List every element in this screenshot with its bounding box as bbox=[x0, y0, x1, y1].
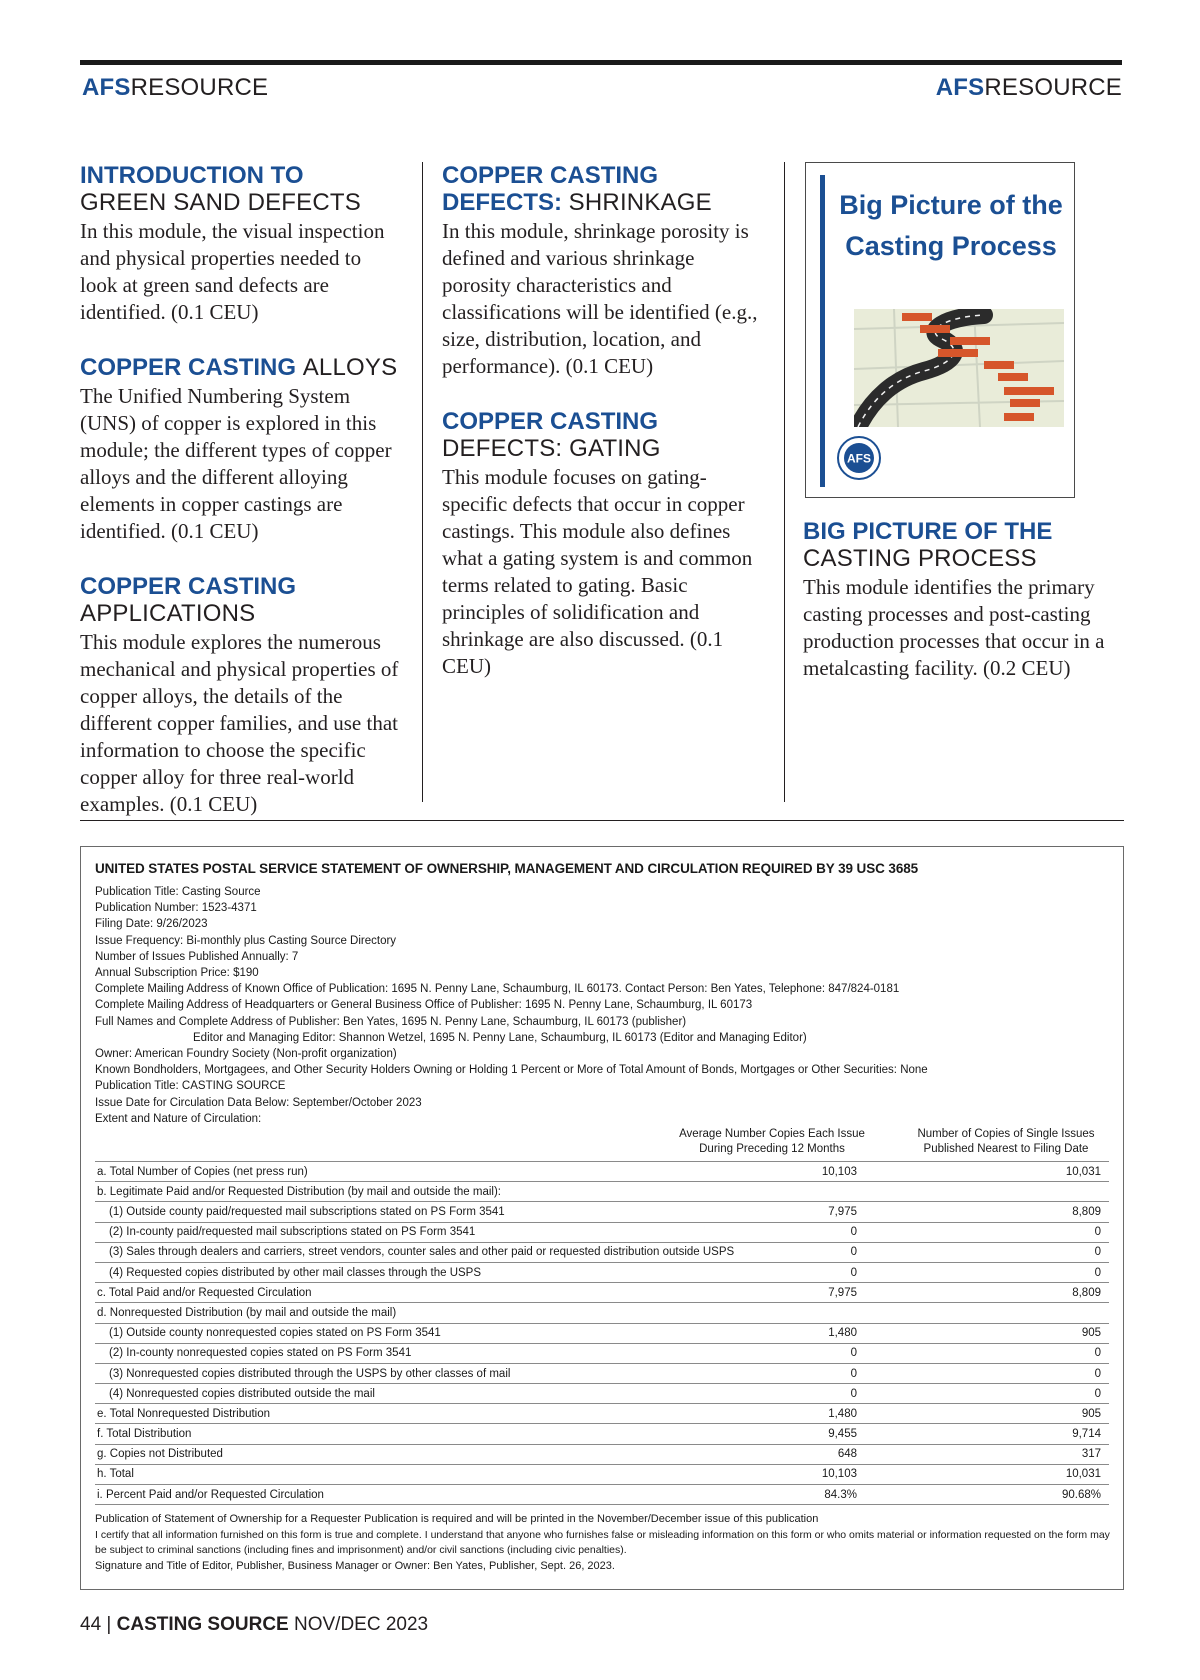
table-row bbox=[95, 1464, 1109, 1484]
statement-info-line: Extent and Nature of Circulation: bbox=[95, 1112, 262, 1125]
average-copies-value: 0 bbox=[745, 1343, 865, 1363]
column-spacer bbox=[865, 1323, 989, 1343]
average-copies-value: 0 bbox=[745, 1384, 865, 1404]
table-row bbox=[95, 1182, 1109, 1202]
module-title: BIG PICTURE OF THE CASTING PROCESS bbox=[803, 518, 1053, 572]
column-spacer bbox=[865, 1283, 989, 1303]
statement-info-line: Editor and Managing Editor: Shannon Wetzel, 1695 N. Penny Lane, Schaumburg, IL 60173 (Editor and Managing Editor) bbox=[193, 1031, 807, 1044]
row-label: (1) Outside county nonrequested copies stated on PS Form 3541 bbox=[95, 1323, 745, 1343]
single-issue-value: 905 bbox=[989, 1404, 1109, 1424]
table-row bbox=[95, 1363, 1109, 1383]
row-label: a. Total Number of Copies (net press run) bbox=[95, 1162, 745, 1182]
statement-info-line: Number of Issues Published Annually: 7 bbox=[95, 950, 299, 963]
row-label: f. Total Distribution bbox=[95, 1424, 745, 1444]
usps-ownership-statement bbox=[80, 846, 1124, 1590]
module-copper-applications bbox=[80, 573, 400, 818]
statement-info-line: Complete Mailing Address of Known Office of Publication: 1695 N. Penny Lane, Schaumburg, IL 60173. Contact Person: Ben Yates, Telephone: 847/824-0181 bbox=[95, 983, 900, 996]
column-header-average: Average Number Copies Each Issue During Preceding 12 Months bbox=[679, 1128, 865, 1156]
course-cover-image bbox=[805, 162, 1075, 498]
column-spacer bbox=[865, 1464, 989, 1484]
section-divider bbox=[80, 820, 1124, 821]
column-header-single-issue: Number of Copies of Single Issues Published Nearest to Filing Date bbox=[917, 1128, 1095, 1156]
module-copper-shrinkage bbox=[442, 162, 764, 380]
average-copies-value: 0 bbox=[745, 1222, 865, 1242]
average-copies-value: 1,480 bbox=[745, 1404, 865, 1424]
table-row bbox=[95, 1242, 1109, 1262]
average-copies-value: 10,103 bbox=[745, 1464, 865, 1484]
statement-info-line: Owner: American Foundry Society (Non-profit organization) bbox=[95, 1048, 397, 1061]
row-label: g. Copies not Distributed bbox=[95, 1444, 745, 1464]
single-issue-value: 0 bbox=[989, 1262, 1109, 1282]
column-spacer bbox=[865, 1485, 989, 1505]
table-row bbox=[95, 1384, 1109, 1404]
module-title: COPPER CASTING DEFECTS: SHRINKAGE bbox=[442, 162, 712, 216]
row-label: e. Total Nonrequested Distribution bbox=[95, 1404, 745, 1424]
single-issue-value: 0 bbox=[989, 1242, 1109, 1262]
average-copies-value: 10,103 bbox=[745, 1162, 865, 1182]
table-row bbox=[95, 1222, 1109, 1242]
cover-title: Big Picture of the Casting Process bbox=[839, 190, 1063, 261]
table-row bbox=[95, 1303, 1109, 1323]
statement-info-line: Issue Date for Circulation Data Below: September/October 2023 bbox=[95, 1096, 422, 1109]
road-illustration bbox=[854, 309, 1064, 427]
single-issue-value: 9,714 bbox=[989, 1424, 1109, 1444]
average-copies-value: 1,480 bbox=[745, 1323, 865, 1343]
statement-info-continued bbox=[95, 1046, 1111, 1127]
average-copies-value: 7,975 bbox=[745, 1202, 865, 1222]
column-spacer bbox=[865, 1424, 989, 1444]
statement-info-line: Filing Date: 9/26/2023 bbox=[95, 918, 208, 931]
page-number: 44 bbox=[80, 1614, 102, 1635]
single-issue-value: 90.68% bbox=[989, 1485, 1109, 1505]
column-divider bbox=[784, 162, 785, 802]
module-big-picture bbox=[803, 518, 1121, 682]
statement-info-line: Annual Subscription Price: $190 bbox=[95, 967, 259, 980]
column-spacer bbox=[865, 1404, 989, 1424]
row-label: h. Total bbox=[95, 1464, 745, 1484]
average-copies-value bbox=[745, 1303, 865, 1323]
table-row bbox=[95, 1262, 1109, 1282]
single-issue-value: 10,031 bbox=[989, 1464, 1109, 1484]
single-issue-value: 10,031 bbox=[989, 1162, 1109, 1182]
statement-info-line: Complete Mailing Address of Headquarters or General Business Office of Publisher: 1695 N. Penny Lane, Schaumburg, IL 60173 bbox=[95, 999, 753, 1012]
section-header-left: AFSRESOURCE bbox=[82, 74, 269, 101]
circulation-column-headers bbox=[95, 1127, 1111, 1157]
module-description: This module focuses on gating-specific defects that occur in copper castings. This module also defines what a gating system is and common terms related to gating. Basic principles of solidification and shrinkage are also discussed. (0.1 CEU) bbox=[442, 465, 753, 678]
column-spacer bbox=[865, 1384, 989, 1404]
row-label: (4) Nonrequested copies distributed outside the mail bbox=[95, 1384, 745, 1404]
module-description: This module explores the numerous mechanical and physical properties of copper alloys, the details of the different copper families, and use that information to choose the specific copper alloy for three real-world examples. (0.1 CEU) bbox=[80, 630, 399, 816]
column-spacer bbox=[865, 1242, 989, 1262]
single-issue-value bbox=[989, 1303, 1109, 1323]
table-row bbox=[95, 1343, 1109, 1363]
row-label: b. Legitimate Paid and/or Requested Distribution (by mail and outside the mail): bbox=[95, 1182, 745, 1202]
top-rule bbox=[80, 60, 1122, 65]
average-copies-value: 7,975 bbox=[745, 1283, 865, 1303]
single-issue-value: 0 bbox=[989, 1343, 1109, 1363]
row-label: d. Nonrequested Distribution (by mail and outside the mail) bbox=[95, 1303, 745, 1323]
module-description: This module identifies the primary casting processes and post-casting production processes that occur in a metalcasting facility. (0.2 CEU) bbox=[803, 575, 1105, 680]
afs-logo-icon bbox=[836, 435, 882, 481]
issue-date: NOV/DEC 2023 bbox=[294, 1614, 429, 1635]
row-label: (2) In-county paid/requested mail subscriptions stated on PS Form 3541 bbox=[95, 1222, 745, 1242]
module-title: INTRODUCTION TO GREEN SAND DEFECTS bbox=[80, 162, 361, 216]
module-title: COPPER CASTING ALLOYS bbox=[80, 354, 398, 381]
single-issue-value: 8,809 bbox=[989, 1202, 1109, 1222]
row-label: (4) Requested copies distributed by other mail classes through the USPS bbox=[95, 1262, 745, 1282]
column-divider bbox=[422, 162, 423, 802]
single-issue-value bbox=[989, 1182, 1109, 1202]
table-row bbox=[95, 1162, 1109, 1182]
statement-info-line: Publication Title: Casting Source bbox=[95, 886, 261, 898]
module-copper-gating bbox=[442, 408, 764, 680]
module-green-sand-defects bbox=[80, 162, 400, 326]
row-label: c. Total Paid and/or Requested Circulation bbox=[95, 1283, 745, 1303]
section-header-right: AFSRESOURCE bbox=[935, 74, 1122, 101]
statement-info-line: Publication Number: 1523-4371 bbox=[95, 902, 257, 915]
row-label: (1) Outside county paid/requested mail subscriptions stated on PS Form 3541 bbox=[95, 1202, 745, 1222]
table-row bbox=[95, 1444, 1109, 1464]
column-3 bbox=[803, 162, 1121, 710]
magazine-name: CASTING SOURCE bbox=[116, 1614, 289, 1635]
column-spacer bbox=[865, 1162, 989, 1182]
column-spacer bbox=[865, 1343, 989, 1363]
single-issue-value: 317 bbox=[989, 1444, 1109, 1464]
column-spacer bbox=[865, 1202, 989, 1222]
module-title: COPPER CASTING APPLICATIONS bbox=[80, 573, 297, 627]
module-description: In this module, shrinkage porosity is defined and various shrinkage porosity characteristics and classifications will be identified (e.g., size, distribution, location, and performance). (0.1 CEU) bbox=[442, 219, 758, 378]
statement-info-line: Known Bondholders, Mortgagees, and Other Security Holders Owning or Holding 1 Percent or More of Total Amount of Bonds, Mortgages or Other Securities: None bbox=[95, 1064, 928, 1077]
svg-text:AFS: AFS bbox=[847, 451, 871, 466]
statement-heading: UNITED STATES POSTAL SERVICE STATEMENT OF OWNERSHIP, MANAGEMENT AND CIRCULATION REQUIRED BY 39 USC 3685 bbox=[95, 861, 919, 876]
column-spacer bbox=[865, 1222, 989, 1242]
average-copies-value: 9,455 bbox=[745, 1424, 865, 1444]
single-issue-value: 0 bbox=[989, 1384, 1109, 1404]
average-copies-value: 84.3% bbox=[745, 1485, 865, 1505]
single-issue-value: 0 bbox=[989, 1363, 1109, 1383]
average-copies-value: 648 bbox=[745, 1444, 865, 1464]
requester-note: Publication of Statement of Ownership for a Requester Publication is required and will be printed in the November/December issue of this publication bbox=[95, 1513, 819, 1526]
statement-info bbox=[95, 884, 1111, 1030]
average-copies-value: 0 bbox=[745, 1363, 865, 1383]
module-copper-alloys bbox=[80, 354, 400, 545]
signature-line: Signature and Title of Editor, Publisher, Business Manager or Owner: Ben Yates, Publisher, Sept. 26, 2023. bbox=[95, 1559, 615, 1572]
column-spacer bbox=[865, 1182, 989, 1202]
statement-info-line: Issue Frequency: Bi-monthly plus Casting Source Directory bbox=[95, 934, 397, 947]
circulation-table bbox=[95, 1161, 1109, 1505]
average-copies-value: 0 bbox=[745, 1262, 865, 1282]
row-label: i. Percent Paid and/or Requested Circulation bbox=[95, 1485, 745, 1505]
module-description: In this module, the visual inspection and physical properties needed to look at green sand defects are identified. (0.1 CEU) bbox=[80, 219, 385, 324]
column-spacer bbox=[865, 1303, 989, 1323]
table-row bbox=[95, 1424, 1109, 1444]
table-row bbox=[95, 1283, 1109, 1303]
table-row bbox=[95, 1485, 1109, 1505]
statement-footnote bbox=[95, 1511, 1111, 1574]
module-title: COPPER CASTING DEFECTS: GATING bbox=[442, 408, 661, 462]
table-row bbox=[95, 1404, 1109, 1424]
average-copies-value bbox=[745, 1182, 865, 1202]
single-issue-value: 0 bbox=[989, 1222, 1109, 1242]
column-spacer bbox=[865, 1262, 989, 1282]
table-row bbox=[95, 1323, 1109, 1343]
statement-info-line: Full Names and Complete Address of Publisher: Ben Yates, 1695 N. Penny Lane, Schaumburg, IL 60173 (publisher) bbox=[95, 1015, 687, 1028]
column-2 bbox=[442, 162, 764, 708]
page-folio: 44 | CASTING SOURCE NOV/DEC 2023 bbox=[80, 1614, 429, 1635]
average-copies-value: 0 bbox=[745, 1242, 865, 1262]
column-spacer bbox=[865, 1363, 989, 1383]
row-label: (3) Sales through dealers and carriers, street vendors, counter sales and other paid or requested distribution outside USPS bbox=[95, 1242, 745, 1262]
table-row bbox=[95, 1202, 1109, 1222]
certification-text: I certify that all information furnished on this form is true and complete. I understand that anyone who furnishes false or misleading information on this form or who omits material or information requested on the form may be subject to criminal sanctions (including fines and imprisonment) and/or civil sanctions (including civic penalties). bbox=[95, 1528, 1110, 1556]
single-issue-value: 8,809 bbox=[989, 1283, 1109, 1303]
row-label: (2) In-county nonrequested copies stated on PS Form 3541 bbox=[95, 1343, 745, 1363]
single-issue-value: 905 bbox=[989, 1323, 1109, 1343]
column-1 bbox=[80, 162, 400, 846]
row-label: (3) Nonrequested copies distributed through the USPS by other classes of mail bbox=[95, 1363, 745, 1383]
statement-info-line: Publication Title: CASTING SOURCE bbox=[95, 1080, 286, 1093]
column-spacer bbox=[865, 1444, 989, 1464]
cover-accent-bar bbox=[820, 175, 825, 487]
module-description: The Unified Numbering System (UNS) of copper is explored in this module; the different types of copper alloys and the different alloying elements in copper castings are identified. (0.1 CEU) bbox=[80, 384, 392, 543]
